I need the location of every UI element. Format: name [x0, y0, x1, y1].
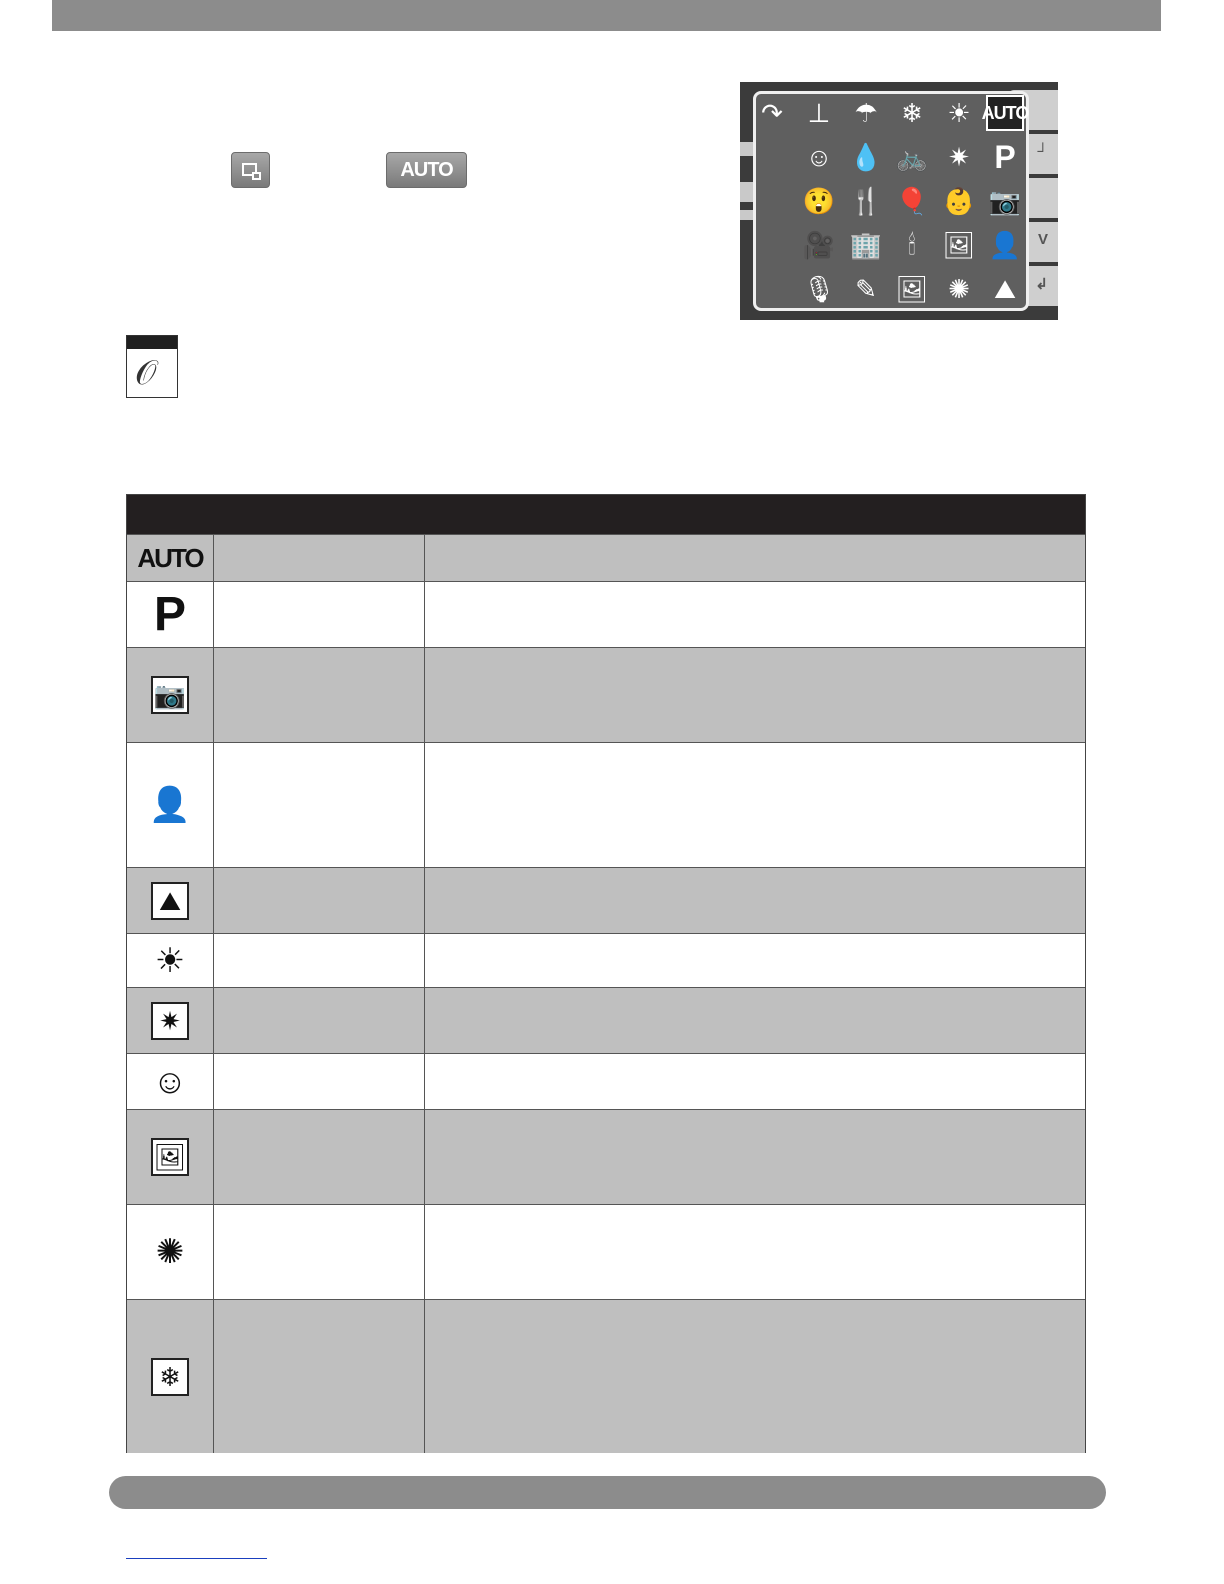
table-cell-mode: [214, 535, 425, 581]
scene-grid-icon[interactable]: ⛰: [994, 274, 1016, 304]
table-row: [127, 1204, 1085, 1299]
scene-grid-icon[interactable]: AUTO: [986, 95, 1024, 131]
scene-grid-icon[interactable]: 🎥: [802, 230, 836, 260]
table-cell-icon: [127, 1205, 214, 1299]
scene-grid-icon[interactable]: 📷: [988, 186, 1022, 216]
landscape-icon: ⛰: [151, 882, 189, 920]
scene-grid-icon[interactable]: 🎈: [895, 186, 929, 216]
table-cell-description: [425, 743, 1085, 867]
scene-grid-icon[interactable]: ⊥: [807, 98, 831, 128]
intelligent-camera-icon: 📷: [151, 676, 189, 714]
footer-link-line: [126, 1558, 267, 1559]
table-cell-description: [425, 648, 1085, 742]
table-cell-mode: [214, 1054, 425, 1109]
table-cell-mode: [214, 1300, 425, 1453]
table-row: [127, 534, 1085, 581]
table-cell-mode: [214, 743, 425, 867]
scene-grid-icon[interactable]: 👤: [988, 230, 1022, 260]
program-mode-icon: P: [153, 587, 186, 641]
table-cell-icon: [127, 1054, 214, 1109]
table-cell-icon: [127, 1110, 214, 1204]
table-row: [127, 581, 1085, 647]
table-cell-description: [425, 988, 1085, 1053]
table-cell-description: [425, 1205, 1085, 1299]
table-cell-mode: [214, 1205, 425, 1299]
table-cell-description: [425, 535, 1085, 581]
table-cell-mode: [214, 582, 425, 647]
scene-grid-icon[interactable]: ☂: [854, 98, 878, 128]
kids-icon: ☺: [152, 1062, 188, 1101]
table-cell-icon: [127, 535, 214, 581]
table-cell-mode: [214, 1110, 425, 1204]
scene-grid-icon[interactable]: P: [994, 139, 1016, 175]
scene-grid-icon[interactable]: ☀: [947, 98, 971, 128]
table-cell-mode: [214, 648, 425, 742]
scene-grid-icon[interactable]: ↷: [761, 98, 783, 128]
table-cell-icon: [127, 582, 214, 647]
table-cell-description: [425, 868, 1085, 933]
scene-grid-icon[interactable]: 💧: [849, 142, 883, 172]
table-row: [127, 1053, 1085, 1109]
scene-grid-icon[interactable]: 🚲: [895, 142, 929, 172]
table-row: [127, 933, 1085, 987]
table-row: [127, 867, 1085, 933]
top-header-bar: [52, 0, 1161, 31]
portrait-icon: 👤: [148, 786, 192, 824]
scene-grid-icon[interactable]: ☺: [805, 142, 833, 172]
table-header: [127, 495, 1085, 534]
note-paperclip-icon: 𝒪: [126, 335, 178, 398]
scene-grid-icon[interactable]: 😲: [802, 186, 836, 216]
table-cell-icon: [127, 988, 214, 1053]
table-row: [127, 1109, 1085, 1204]
scene-grid-icon[interactable]: ✺: [948, 274, 970, 304]
backlight-icon: ✷: [151, 1002, 189, 1040]
table-cell-icon: [127, 648, 214, 742]
table-cell-icon: [127, 743, 214, 867]
scene-mode-table: [126, 494, 1086, 1453]
scene-grid-icon[interactable]: 🖼: [942, 230, 976, 260]
table-cell-mode: [214, 988, 425, 1053]
scene-grid-icon[interactable]: ✷: [948, 142, 970, 172]
table-cell-icon: [127, 868, 214, 933]
scene-grid-icon[interactable]: 🕯: [908, 230, 916, 260]
fireworks-icon: ✺: [155, 1233, 185, 1271]
scene-grid-icon[interactable]: 🖼: [895, 274, 929, 304]
snow-icon: ❄: [151, 1358, 189, 1396]
table-cell-description: [425, 1110, 1085, 1204]
night-scene-icon: 🖼: [151, 1138, 189, 1176]
table-row: [127, 987, 1085, 1053]
scene-grid-icon[interactable]: ✎: [855, 274, 877, 304]
table-cell-description: [425, 1300, 1085, 1453]
sunset-icon: ☀: [154, 941, 186, 980]
footer-bar: [109, 1476, 1106, 1509]
table-cell-mode: [214, 868, 425, 933]
table-cell-description: [425, 1054, 1085, 1109]
scene-grid-icon[interactable]: ❄: [901, 98, 923, 128]
table-row: [127, 647, 1085, 742]
scene-grid-icon[interactable]: 🎙: [802, 274, 836, 304]
expand-button-icon: [231, 152, 270, 188]
table-cell-mode: [214, 934, 425, 987]
side-tab: ↲: [1008, 266, 1058, 306]
scene-grid-icon[interactable]: 🍴: [849, 186, 883, 216]
table-row: [127, 742, 1085, 867]
auto-mode-icon: AUTO: [137, 543, 203, 573]
table-row: [127, 1299, 1085, 1453]
auto-button-icon: AUTO: [386, 152, 467, 188]
table-cell-description: [425, 934, 1085, 987]
scene-grid-icon[interactable]: 👶: [942, 186, 976, 216]
table-cell-icon: [127, 1300, 214, 1453]
side-tab: V: [1008, 222, 1058, 262]
table-cell-icon: [127, 934, 214, 987]
scene-grid-icon[interactable]: 🏢: [849, 230, 883, 260]
table-cell-description: [425, 582, 1085, 647]
side-tab: ┘: [1008, 134, 1058, 174]
